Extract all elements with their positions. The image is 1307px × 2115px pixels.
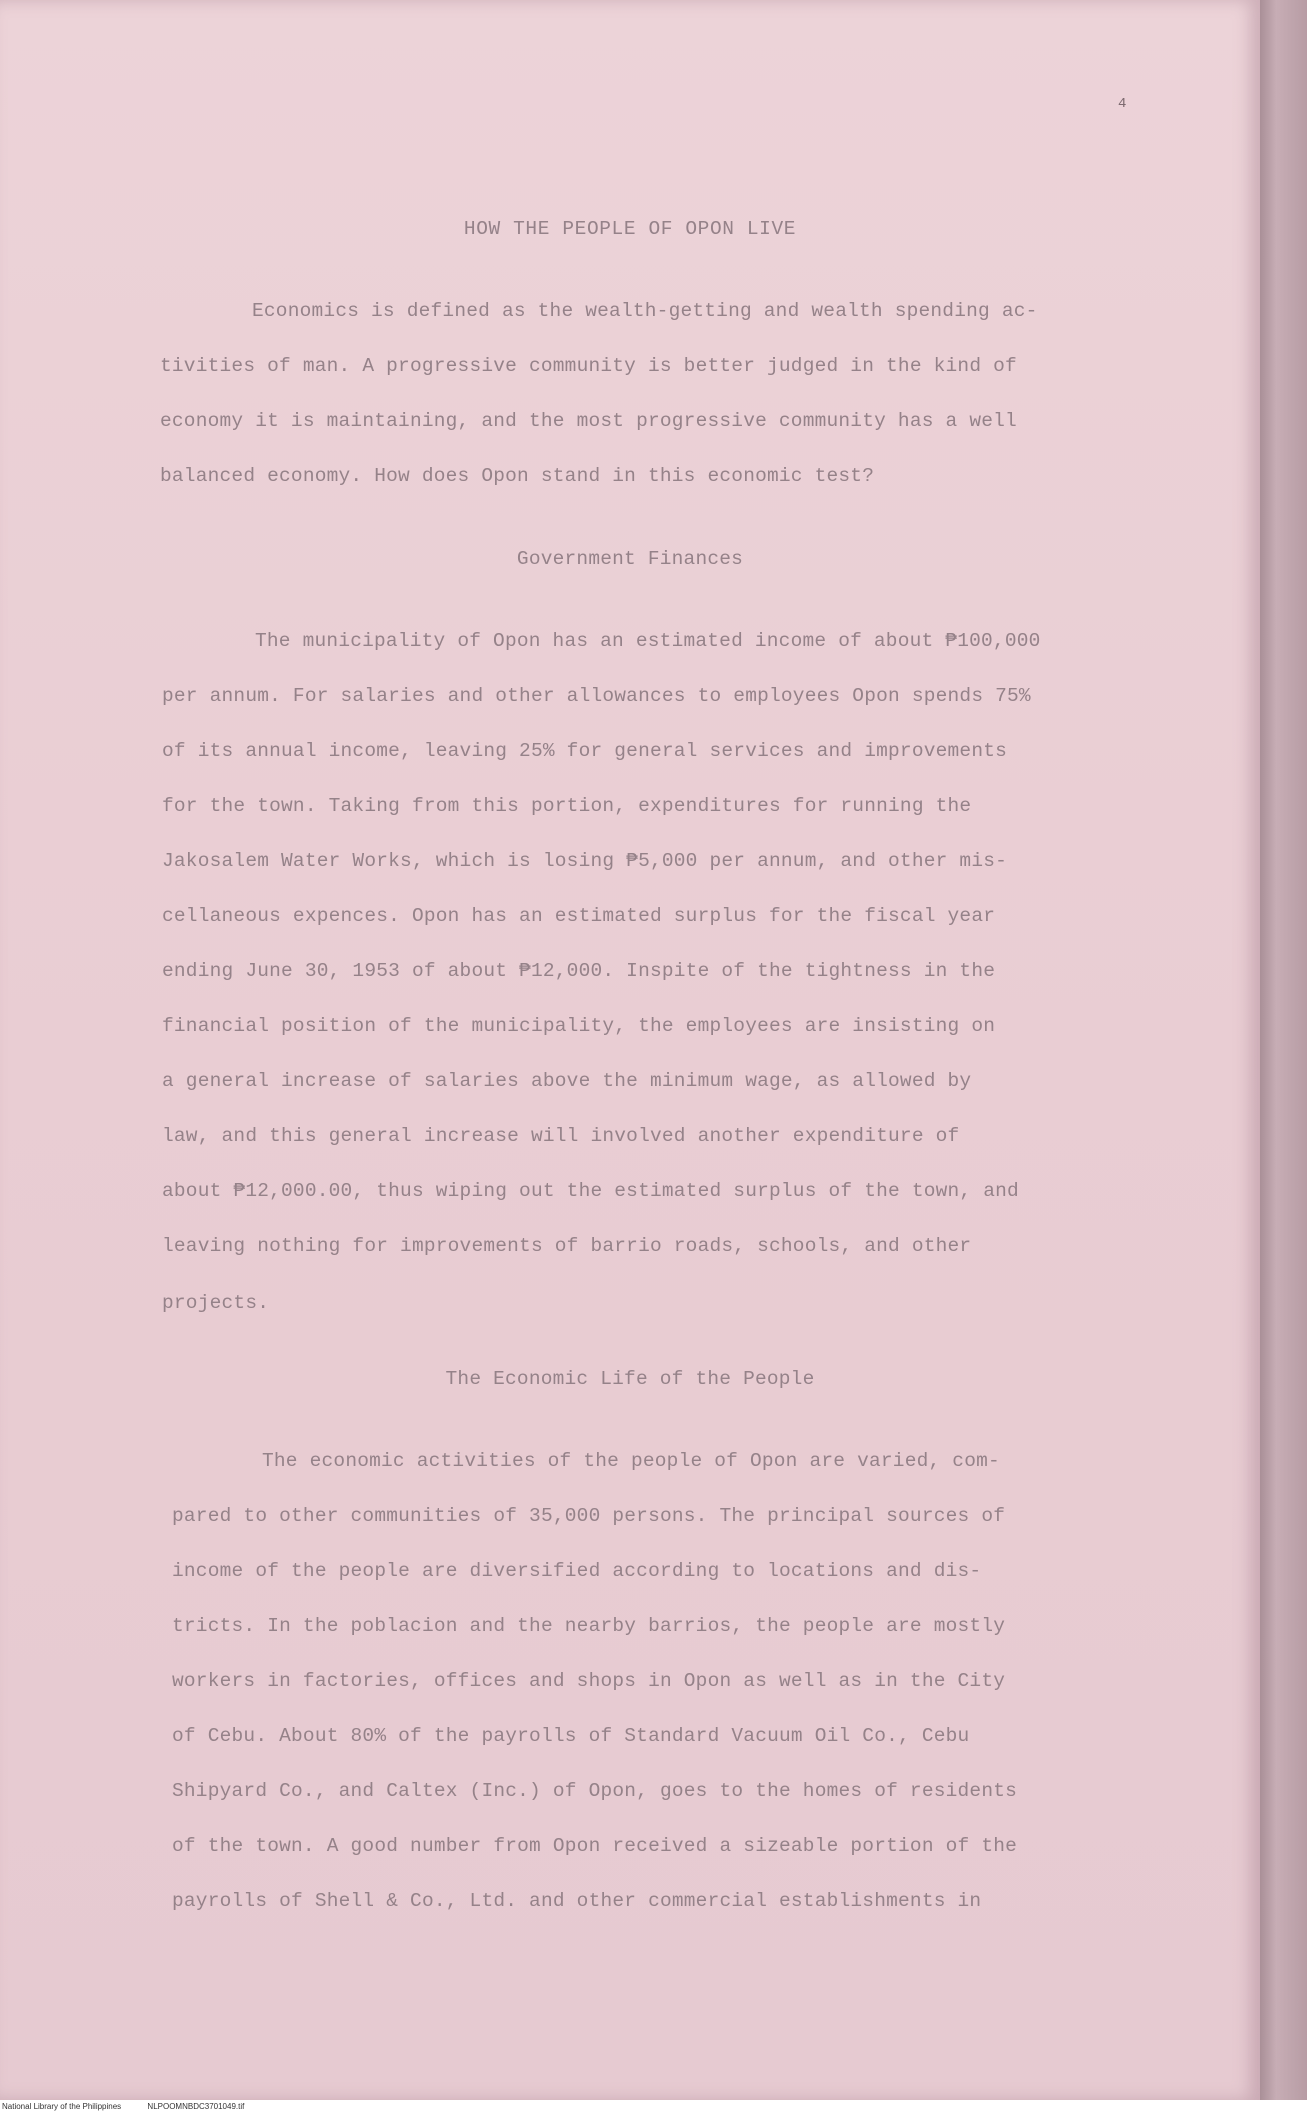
- paragraph-line: Jakosalem Water Works, which is losing ₱5,000 per annum, and other mis-: [162, 850, 1008, 872]
- file-id: NLPOOMNBDC3701049.tif: [147, 2102, 245, 2111]
- page-edge: [1260, 0, 1307, 2115]
- paragraph-line: Shipyard Co., and Caltex (Inc.) of Opon, goes to the homes of residents: [172, 1780, 1018, 1802]
- paragraph-line: projects.: [162, 1292, 270, 1314]
- paragraph-line: a general increase of salaries above the minimum wage, as allowed by: [162, 1070, 972, 1092]
- document-title: HOW THE PEOPLE OF OPON LIVE: [463, 218, 797, 240]
- paragraph-line: income of the people are diversified according to locations and dis-: [172, 1560, 982, 1582]
- paragraph-line: for the town. Taking from this portion, expenditures for running the: [162, 795, 972, 817]
- paragraph-line: Economics is defined as the wealth-getting and wealth spending ac-: [252, 300, 1038, 322]
- section-heading-economic-life: The Economic Life of the People: [445, 1368, 815, 1390]
- paragraph-line: of Cebu. About 80% of the payrolls of Standard Vacuum Oil Co., Cebu: [172, 1725, 970, 1747]
- paragraph-line: The economic activities of the people of Opon are varied, com-: [262, 1450, 1000, 1472]
- paragraph-line: workers in factories, offices and shops in Opon as well as in the City: [172, 1670, 1006, 1692]
- paragraph-line: of the town. A good number from Opon received a sizeable portion of the: [172, 1835, 1018, 1857]
- paragraph-line: about ₱12,000.00, thus wiping out the estimated surplus of the town, and: [162, 1180, 1019, 1202]
- paragraph-line: economy it is maintaining, and the most progressive community has a well: [160, 410, 1017, 432]
- paragraph-line: law, and this general increase will involved another expenditure of: [162, 1125, 960, 1147]
- paragraph-line: of its annual income, leaving 25% for general services and improvements: [162, 740, 1008, 762]
- paragraph-line: leaving nothing for improvements of barrio roads, schools, and other: [162, 1235, 972, 1257]
- scan-footer: [2, 2102, 268, 2111]
- paragraph-line: per annum. For salaries and other allowances to employees Opon spends 75%: [162, 685, 1031, 707]
- paragraph-line: tricts. In the poblacion and the nearby barrios, the people are mostly: [172, 1615, 1006, 1637]
- paragraph-line: cellaneous expences. Opon has an estimated surplus for the fiscal year: [162, 905, 996, 927]
- section-heading-government-finances: Government Finances: [516, 548, 744, 570]
- paragraph-line: financial position of the municipality, the employees are insisting on: [162, 1015, 996, 1037]
- paragraph-line: balanced economy. How does Opon stand in this economic test?: [160, 465, 875, 487]
- page-mark: 4: [1118, 96, 1127, 112]
- paragraph-line: pared to other communities of 35,000 persons. The principal sources of: [172, 1505, 1006, 1527]
- paragraph-line: payrolls of Shell & Co., Ltd. and other commercial establishments in: [172, 1890, 982, 1912]
- paragraph-line: ending June 30, 1953 of about ₱12,000. Inspite of the tightness in the: [162, 960, 996, 982]
- paragraph-line: The municipality of Opon has an estimated income of about ₱100,000: [255, 630, 1041, 652]
- library-credit: National Library of the Philippines: [2, 2102, 122, 2111]
- paragraph-line: tivities of man. A progressive community is better judged in the kind of: [160, 355, 1017, 377]
